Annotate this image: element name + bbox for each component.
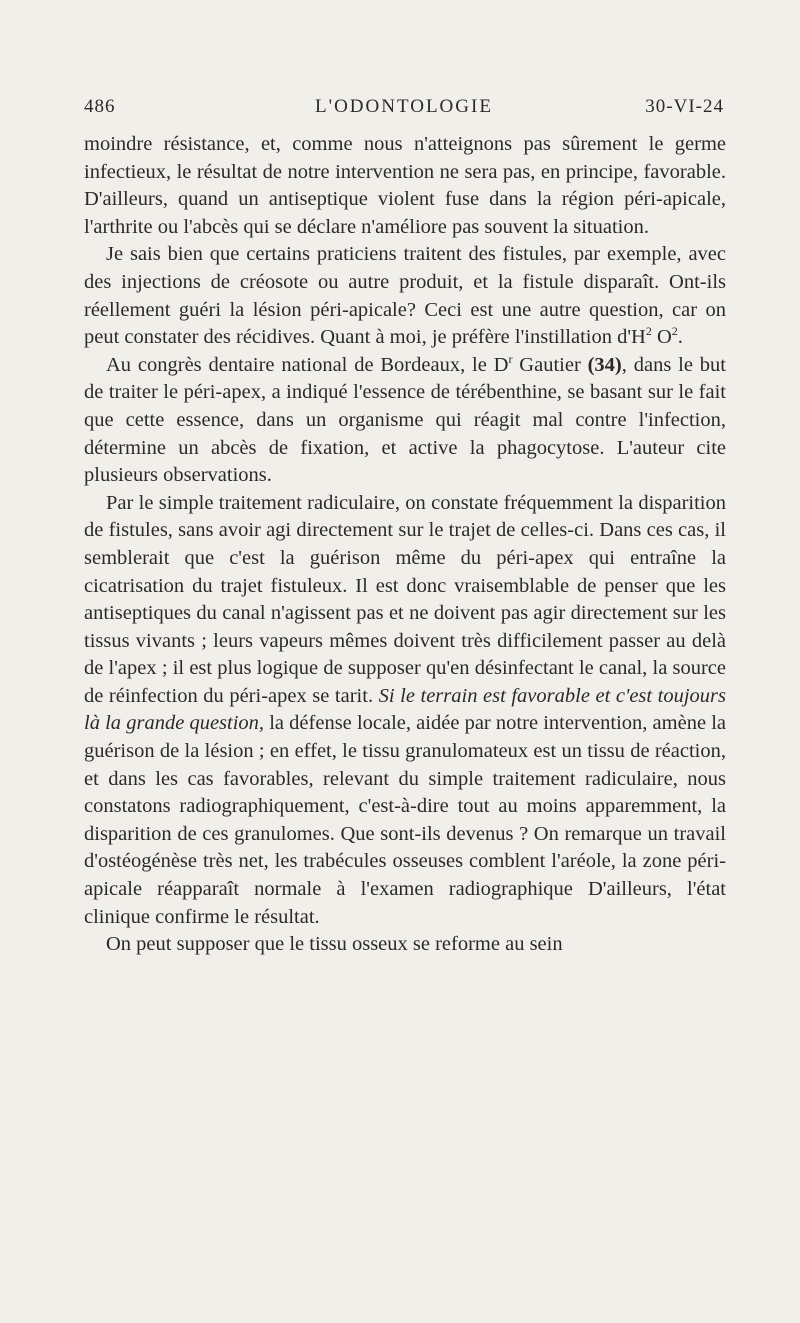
paragraph-3-text: , dans le but de traiter le péri-apex, a indiqué l'essence de térébenthine, se basant sur le fait que cette essence, dans un organisme qui réagit mal contre l'infection, détermine un abcès de fixation, et active la phagocytose. L'auteur cite plusieurs observations. — [84, 353, 726, 487]
reference-number: (34) — [587, 353, 622, 376]
superscript: r — [508, 351, 513, 366]
paragraph-2 — [84, 241, 726, 351]
body-text — [84, 131, 726, 959]
paragraph-5: On peut supposer que le tissu osseux se reforme au sein — [106, 933, 563, 956]
paragraph-2-text: O — [651, 326, 672, 349]
paragraph-2-text: Je sais bien que certains praticiens traitent des fistules, par exemple, avec des injections de créosote ou autre produit, et la fistule disparaît. Ont-ils réellement guéri la lésion péri-apicale? Ceci est une autre question, car on peut constater des récidives. Quant à moi, je préfère l'instillation d'H — [84, 243, 726, 349]
running-header — [84, 96, 724, 124]
page-number: 486 — [84, 96, 116, 117]
journal-title: L'ODONTOLOGIE — [315, 96, 493, 117]
superscript: 2 — [671, 324, 678, 339]
superscript: 2 — [645, 324, 652, 339]
paragraph-4 — [84, 490, 726, 932]
paragraph-4-text: Par le simple traitement radiculaire, on constate fréquemment la disparition de fistules, sans avoir agi directement sur le trajet de celles-ci. Dans ces cas, il semblerait que c'est la guérison même du péri-apex qui entraîne la cicatrisation du trajet fistuleux. Il est donc vraisemblable de penser que les antiseptiques du canal n'agissent pas et ne doivent pas agir directement sur les tissus vivants ; leurs vapeurs mêmes doivent très difficilement passer au delà de l'apex ; il est plus logique de supposer qu'en désinfectant le canal, la source de réinfection du péri-apex se tarit. — [84, 491, 726, 707]
issue-date: 30-VI-24 — [645, 96, 724, 117]
italic-phrase: Si le terrain est favorable et c'est toujours là la grande question, — [84, 684, 727, 735]
paragraph-1: moindre résistance, et, comme nous n'atteignons pas sûrement le germe infectieux, le résultat de notre intervention ne sera pas, en principe, favorable. D'ailleurs, quand un antiseptique violent fuse dans la région péri-apicale, l'arthrite ou l'abcès qui se déclare n'améliore pas souvent la situation. — [84, 133, 726, 238]
paragraph-2-text: . — [677, 326, 683, 349]
paragraph-3-text: Gautier — [512, 353, 588, 376]
paragraph-3-text: Au congrès dentaire national de Bordeaux, le D — [106, 353, 509, 376]
paragraph-4-text: la défense locale, aidée par notre intervention, amène la guérison de la lésion ; en effet, le tissu granulomateux est un tissu de réaction, et dans les cas favorables, relevant du simple traitement radiculaire, nous constatons radiographiquement, c'est-à-dire tout au moins apparemment, la disparition de ces granulomes. Que sont-ils devenus ? On remarque un travail d'ostéogénèse très net, les trabécules osseuses comblent l'aréole, la zone péri-apicale réapparaît normale à l'examen radiographique D'ailleurs, l'état clinique confirme le résultat. — [84, 712, 727, 928]
paragraph-3 — [84, 352, 726, 490]
